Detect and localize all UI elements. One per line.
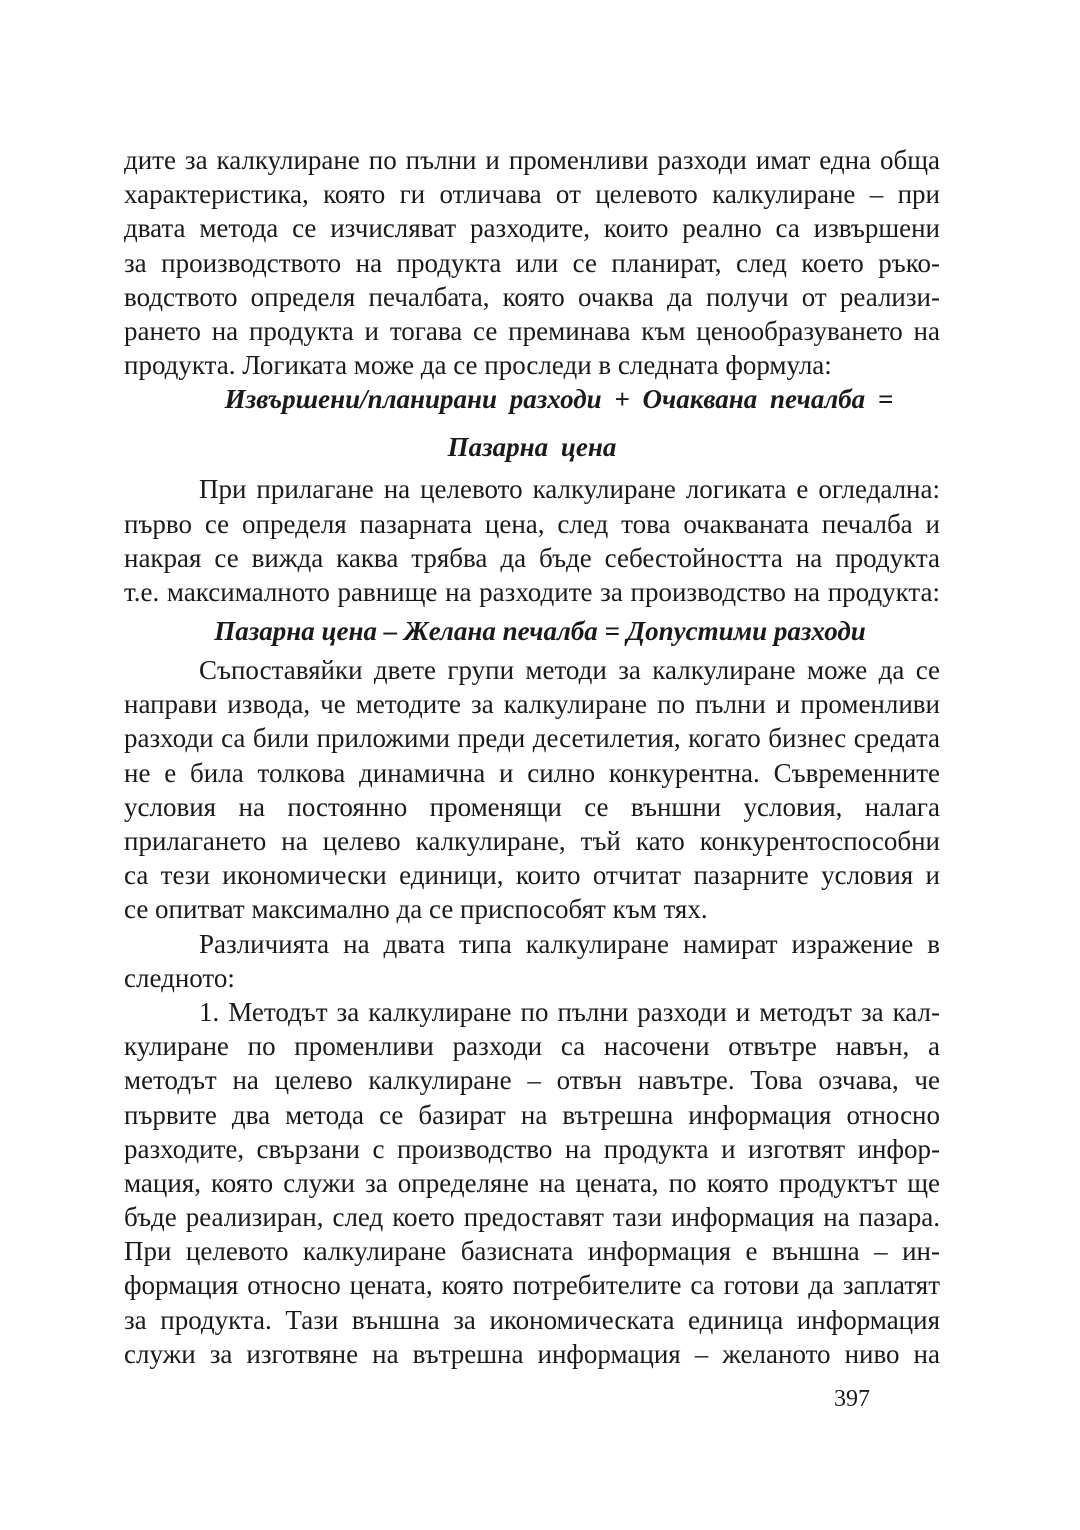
paragraph-target-costing [124, 472, 940, 609]
text-line: бъде реализиран, след което предоставят тази информация на пазара. [124, 1202, 940, 1233]
text-line: Различията на двата типа калкулиране намират изражение в [199, 928, 940, 959]
text-line: При целевото калкулиране базисната информация е външна – ин- [124, 1236, 940, 1267]
text-line: характеристика, която ги отличава от целевото калкулиране – при [124, 179, 940, 210]
text-line: служи за изготвяне на вътрешна информация – желаното ниво на [124, 1338, 940, 1369]
text-line: Съпоставяйки двете групи методи за калкулиране може да се [199, 655, 940, 686]
text-line: продукта. Логиката може да се проследи в следната формула: [124, 350, 832, 381]
text-line: формация относно цената, която потребителите са готови да заплатят [124, 1270, 940, 1301]
text-line: рането на продукта и тогава се преминава към ценообразуването на [124, 315, 940, 346]
formula-market-price [124, 382, 940, 472]
text-line: условия на постоянно променящи се външни условия, налага [124, 791, 940, 822]
paragraph-comparison [124, 653, 940, 927]
text-line: При прилагане на целевото калкулиране логиката е огледална: [199, 474, 940, 505]
text-line: разходи са били приложими преди десетилетия, когато бизнес средата [124, 723, 940, 754]
text-line: за продукта. Тази външна за икономическата единица информация [124, 1304, 940, 1335]
text-line: методът на целево калкулиране – отвън навътре. Това озчава, че [124, 1065, 940, 1096]
text-line: не е била толкова динамична и силно конкурентна. Съвременните [124, 757, 940, 788]
paragraph-cost-methods [124, 143, 940, 382]
text-line: са тези икономически единици, които отчитат пазарните условия и [124, 860, 940, 891]
text-line: двата метода се изчисляват разходите, които реално са извършени [124, 213, 940, 244]
formula-line: Извършени/планирани разходи + Очаквана печалба = [224, 384, 894, 415]
formula-line: Пазарна цена [447, 432, 617, 463]
paragraph-difference-1 [124, 995, 940, 1371]
text-line: разходите, свързани с производство на продукта и изготвят инфор- [124, 1133, 940, 1164]
text-line: първо се определя пазарната цена, след това очакваната печалба и [124, 508, 940, 539]
text-line: 1. Методът за калкулиране по пълни разходи и методът за кал- [199, 996, 940, 1027]
text-line: прилагането на целево калкулиране, тъй като конкурентоспособни [124, 826, 940, 856]
body-text [124, 143, 940, 1371]
text-line: дите за калкулиране по пълни и променливи разходи имат една обща [124, 145, 940, 175]
formula-allowable-costs: Пазарна цена – Желана печалба = Допустими разходи [214, 616, 866, 647]
text-line: се опитват максимално да се приспособят към тях. [124, 894, 708, 925]
page-number: 397 [834, 1386, 870, 1412]
text-line: за производството на продукта или се планират, след което ръко- [124, 247, 940, 278]
text-line: водството определя печалбата, която очаква да получи от реализи- [124, 281, 940, 312]
text-line: т.е. максималното равнище на разходите за производство на продукта: [124, 576, 940, 607]
text-line: мация, която служи за определяне на цената, по която продуктът ще [124, 1167, 940, 1198]
text-line: направи извода, че методите за калкулиране по пълни и променливи [124, 689, 940, 720]
text-line: кулиране по променливи разходи са насочени отвътре навън, а [124, 1031, 940, 1062]
text-line: следното: [124, 962, 235, 993]
text-line: накрая се вижда каква трябва да бъде себестойността на продукта [124, 542, 940, 573]
paragraph-differences-intro [124, 927, 940, 995]
text-line: първите два метода се базират на вътрешна информация относно [124, 1099, 940, 1130]
